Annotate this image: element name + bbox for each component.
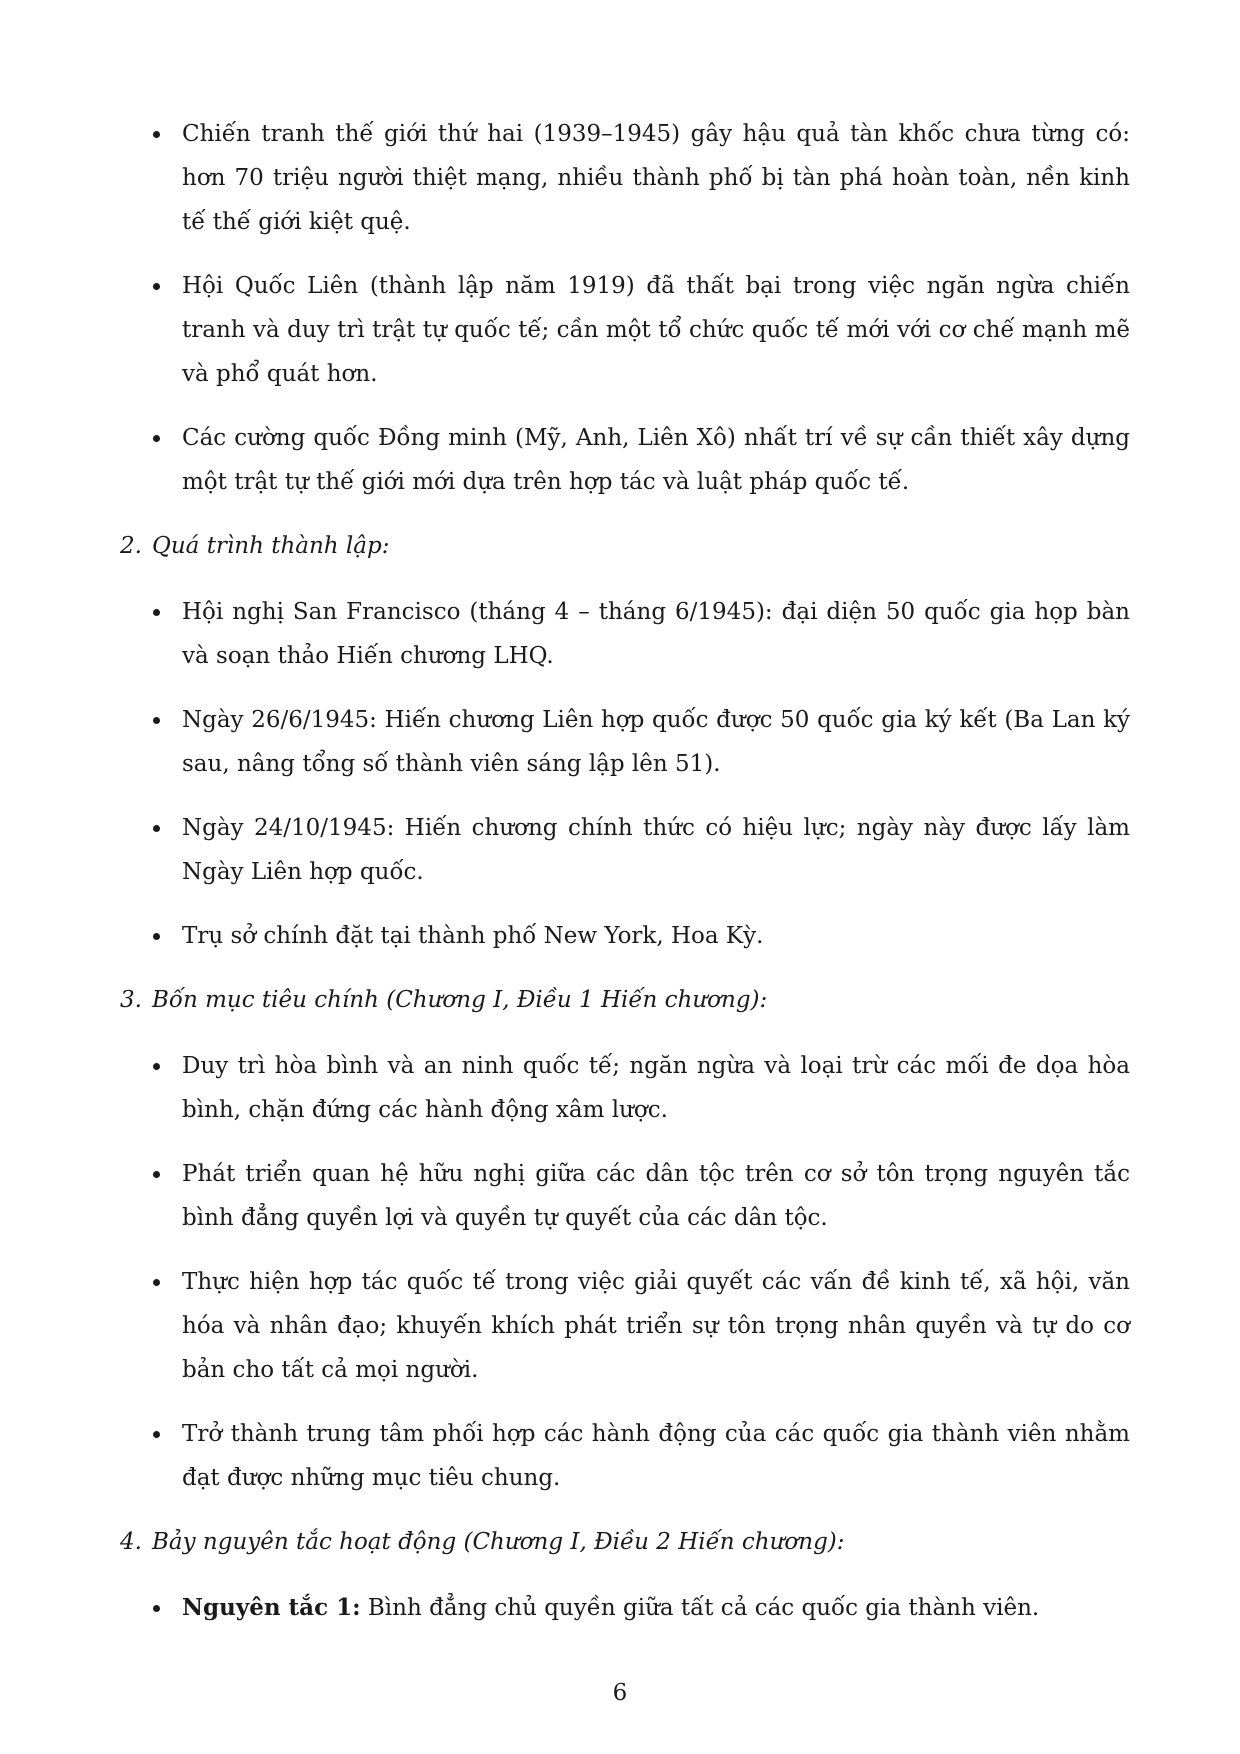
list-item bbox=[182, 698, 1130, 786]
section-title: Quá trình thành lập: bbox=[152, 533, 390, 559]
list-item bbox=[182, 1260, 1130, 1392]
bullet-dot bbox=[153, 1171, 160, 1178]
principle-label: Nguyên tắc 1: bbox=[182, 1594, 361, 1621]
list-item bbox=[182, 914, 1130, 958]
bullet-dot bbox=[153, 1279, 160, 1286]
bullet-list-principles bbox=[120, 1586, 1130, 1630]
list-item bbox=[182, 590, 1130, 678]
section-heading-4 bbox=[120, 1520, 1130, 1564]
list-item-text: Các cường quốc Đồng minh (Mỹ, Anh, Liên Xô) nhất trí về sự cần thiết xây dựng một trật tự thế giới mới dựa trên hợp tác và luật pháp quốc tế. bbox=[182, 425, 1130, 495]
bullet-dot bbox=[153, 609, 160, 616]
section-heading-2 bbox=[120, 524, 1130, 568]
section-title: Bảy nguyên tắc hoạt động (Chương I, Điều 2 Hiến chương): bbox=[152, 1529, 845, 1555]
section-heading-3 bbox=[120, 978, 1130, 1022]
bullet-dot bbox=[153, 1431, 160, 1438]
bullet-dot bbox=[153, 825, 160, 832]
page-number: 6 bbox=[612, 1680, 628, 1706]
bullet-dot bbox=[153, 1605, 160, 1612]
bullet-dot bbox=[153, 717, 160, 724]
list-item-text: Phát triển quan hệ hữu nghị giữa các dân tộc trên cơ sở tôn trọng nguyên tắc bình đẳng quyền lợi và quyền tự quyết của các dân tộc. bbox=[182, 1161, 1130, 1231]
list-item bbox=[182, 112, 1130, 244]
list-item bbox=[182, 1152, 1130, 1240]
list-item-text: Ngày 26/6/1945: Hiến chương Liên hợp quốc được 50 quốc gia ký kết (Ba Lan ký sau, nâng tổng số thành viên sáng lập lên 51). bbox=[182, 707, 1130, 777]
bullet-list-founding bbox=[120, 590, 1130, 958]
list-item-text: Chiến tranh thế giới thứ hai (1939–1945) gây hậu quả tàn khốc chưa từng có: hơn 70 triệu người thiệt mạng, nhiều thành phố bị tàn phá hoàn toàn, nền kinh tế thế giới kiệt quệ. bbox=[182, 121, 1130, 235]
bullet-list-context bbox=[120, 112, 1130, 504]
list-item-text: Duy trì hòa bình và an ninh quốc tế; ngăn ngừa và loại trừ các mối đe dọa hòa bình, chặn đứng các hành động xâm lược. bbox=[182, 1053, 1130, 1123]
list-item bbox=[182, 806, 1130, 894]
section-number: 2. bbox=[120, 533, 142, 559]
list-item bbox=[182, 1586, 1130, 1630]
list-item bbox=[182, 1044, 1130, 1132]
bullet-dot bbox=[153, 435, 160, 442]
bullet-dot bbox=[153, 1063, 160, 1070]
list-item-text: Trở thành trung tâm phối hợp các hành động của các quốc gia thành viên nhằm đạt được những mục tiêu chung. bbox=[182, 1421, 1130, 1491]
list-item-text: Hội Quốc Liên (thành lập năm 1919) đã thất bại trong việc ngăn ngừa chiến tranh và duy trì trật tự quốc tế; cần một tổ chức quốc tế mới với cơ chế mạnh mẽ và phổ quát hơn. bbox=[182, 273, 1130, 387]
list-item bbox=[182, 416, 1130, 504]
section-title: Bốn mục tiêu chính (Chương I, Điều 1 Hiến chương): bbox=[152, 987, 768, 1013]
section-number: 4. bbox=[120, 1529, 142, 1555]
list-item bbox=[182, 264, 1130, 396]
bullet-dot bbox=[153, 283, 160, 290]
list-item-text: Hội nghị San Francisco (tháng 4 – tháng 6/1945): đại diện 50 quốc gia họp bàn và soạn thảo Hiến chương LHQ. bbox=[182, 599, 1130, 669]
list-item bbox=[182, 1412, 1130, 1500]
document-page bbox=[120, 112, 1130, 1650]
section-number: 3. bbox=[120, 987, 142, 1013]
bullet-dot bbox=[153, 131, 160, 138]
list-item-text: Ngày 24/10/1945: Hiến chương chính thức có hiệu lực; ngày này được lấy làm Ngày Liên hợp quốc. bbox=[182, 815, 1130, 885]
list-item-text: Bình đẳng chủ quyền giữa tất cả các quốc gia thành viên. bbox=[360, 1595, 1040, 1621]
list-item-text: Trụ sở chính đặt tại thành phố New York, Hoa Kỳ. bbox=[182, 923, 764, 949]
bullet-dot bbox=[153, 933, 160, 940]
list-item-text: Thực hiện hợp tác quốc tế trong việc giải quyết các vấn đề kinh tế, xã hội, văn hóa và nhân đạo; khuyến khích phát triển sự tôn trọng nhân quyền và tự do cơ bản cho tất cả mọi người. bbox=[182, 1269, 1130, 1383]
bullet-list-objectives bbox=[120, 1044, 1130, 1500]
